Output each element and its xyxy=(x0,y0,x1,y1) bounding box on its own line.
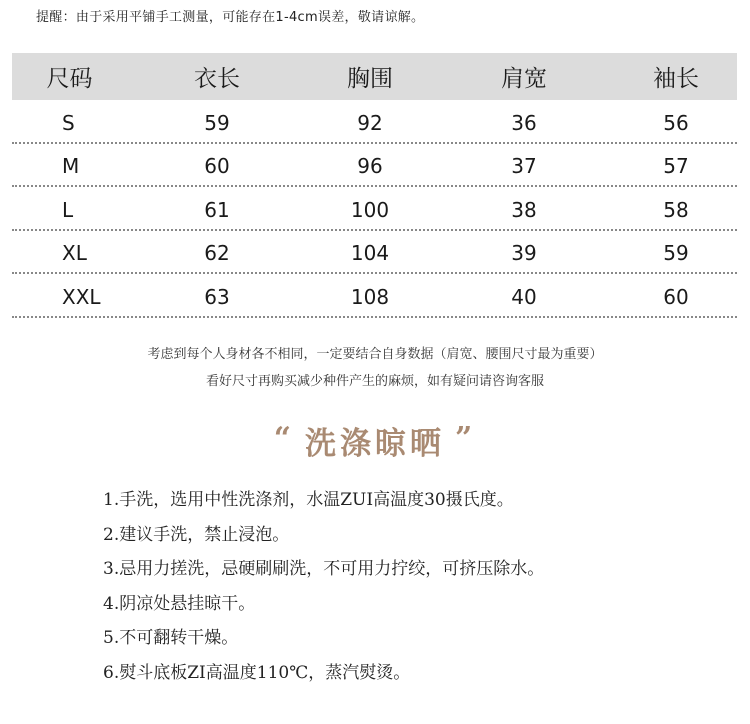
chest-cell: 100 xyxy=(350,197,390,222)
chest-cell: 104 xyxy=(350,241,390,266)
size-cell: S xyxy=(62,110,75,135)
table-row xyxy=(12,274,737,318)
sleeve-cell: 56 xyxy=(663,110,689,135)
care-section-title xyxy=(0,418,750,463)
sleeve-cell: 59 xyxy=(663,241,689,266)
sleeve-cell: 60 xyxy=(663,284,689,309)
list-item: 6.熨斗底板ZI高温度110℃，蒸汽熨烫。 xyxy=(103,662,411,683)
open-quote-mark: “ xyxy=(273,421,295,456)
sleeve-cell: 57 xyxy=(663,154,689,179)
chest-cell: 92 xyxy=(357,110,383,135)
size-cell: M xyxy=(62,154,80,179)
advice-line-1: 考虑到每个人身材各不相同，一定要结合自身数据（肩宽、腰围尺寸最为重要） xyxy=(147,347,603,362)
header-shoulder: 肩宽 xyxy=(501,66,547,92)
shoulder-cell: 39 xyxy=(511,241,537,266)
table-row xyxy=(12,187,737,231)
shoulder-cell: 40 xyxy=(511,284,537,309)
list-item: 4.阴凉处悬挂晾干。 xyxy=(103,593,256,614)
care-title-text: 洗涤晾晒 xyxy=(305,426,445,462)
shoulder-cell: 38 xyxy=(511,197,537,222)
header-sleeve: 袖长 xyxy=(653,66,699,92)
list-item: 2.建议手洗，禁止浸泡。 xyxy=(103,524,290,545)
shoulder-cell: 37 xyxy=(511,154,537,179)
sleeve-cell: 58 xyxy=(663,197,689,222)
size-cell: XXL xyxy=(62,284,101,309)
header-length: 衣长 xyxy=(194,66,240,92)
length-cell: 63 xyxy=(204,284,230,309)
table-row xyxy=(12,144,737,188)
close-quote-mark: ” xyxy=(455,421,477,456)
size-table xyxy=(12,53,737,318)
table-row xyxy=(12,100,737,144)
length-cell: 61 xyxy=(204,197,230,222)
table-row xyxy=(12,231,737,275)
measurement-notice: 提醒：由于采用平铺手工测量，可能存在1-4cm误差，敬请谅解。 xyxy=(36,10,425,25)
advice-line-2: 看好尺寸再购买减少种件产生的麻烦，如有疑问请咨询客服 xyxy=(205,374,544,389)
header-chest: 胸围 xyxy=(347,66,393,92)
chest-cell: 96 xyxy=(357,154,383,179)
length-cell: 62 xyxy=(204,241,230,266)
list-item: 5.不可翻转干燥。 xyxy=(103,628,239,648)
size-cell: XL xyxy=(62,241,87,266)
header-size: 尺码 xyxy=(46,66,93,92)
shoulder-cell: 36 xyxy=(511,110,537,135)
chest-cell: 108 xyxy=(350,284,390,309)
length-cell: 60 xyxy=(204,154,230,179)
list-item: 1.手洗，选用中性洗涤剂，水温ZUI高温度30摄氏度。 xyxy=(103,490,514,510)
list-item: 3.忌用力搓洗，忌硬刷刷洗，不可用力拧绞，可挤压除水。 xyxy=(103,559,545,579)
size-cell: L xyxy=(62,197,74,222)
size-table-header xyxy=(12,53,737,100)
length-cell: 59 xyxy=(204,110,230,135)
care-instructions-list xyxy=(103,486,544,693)
